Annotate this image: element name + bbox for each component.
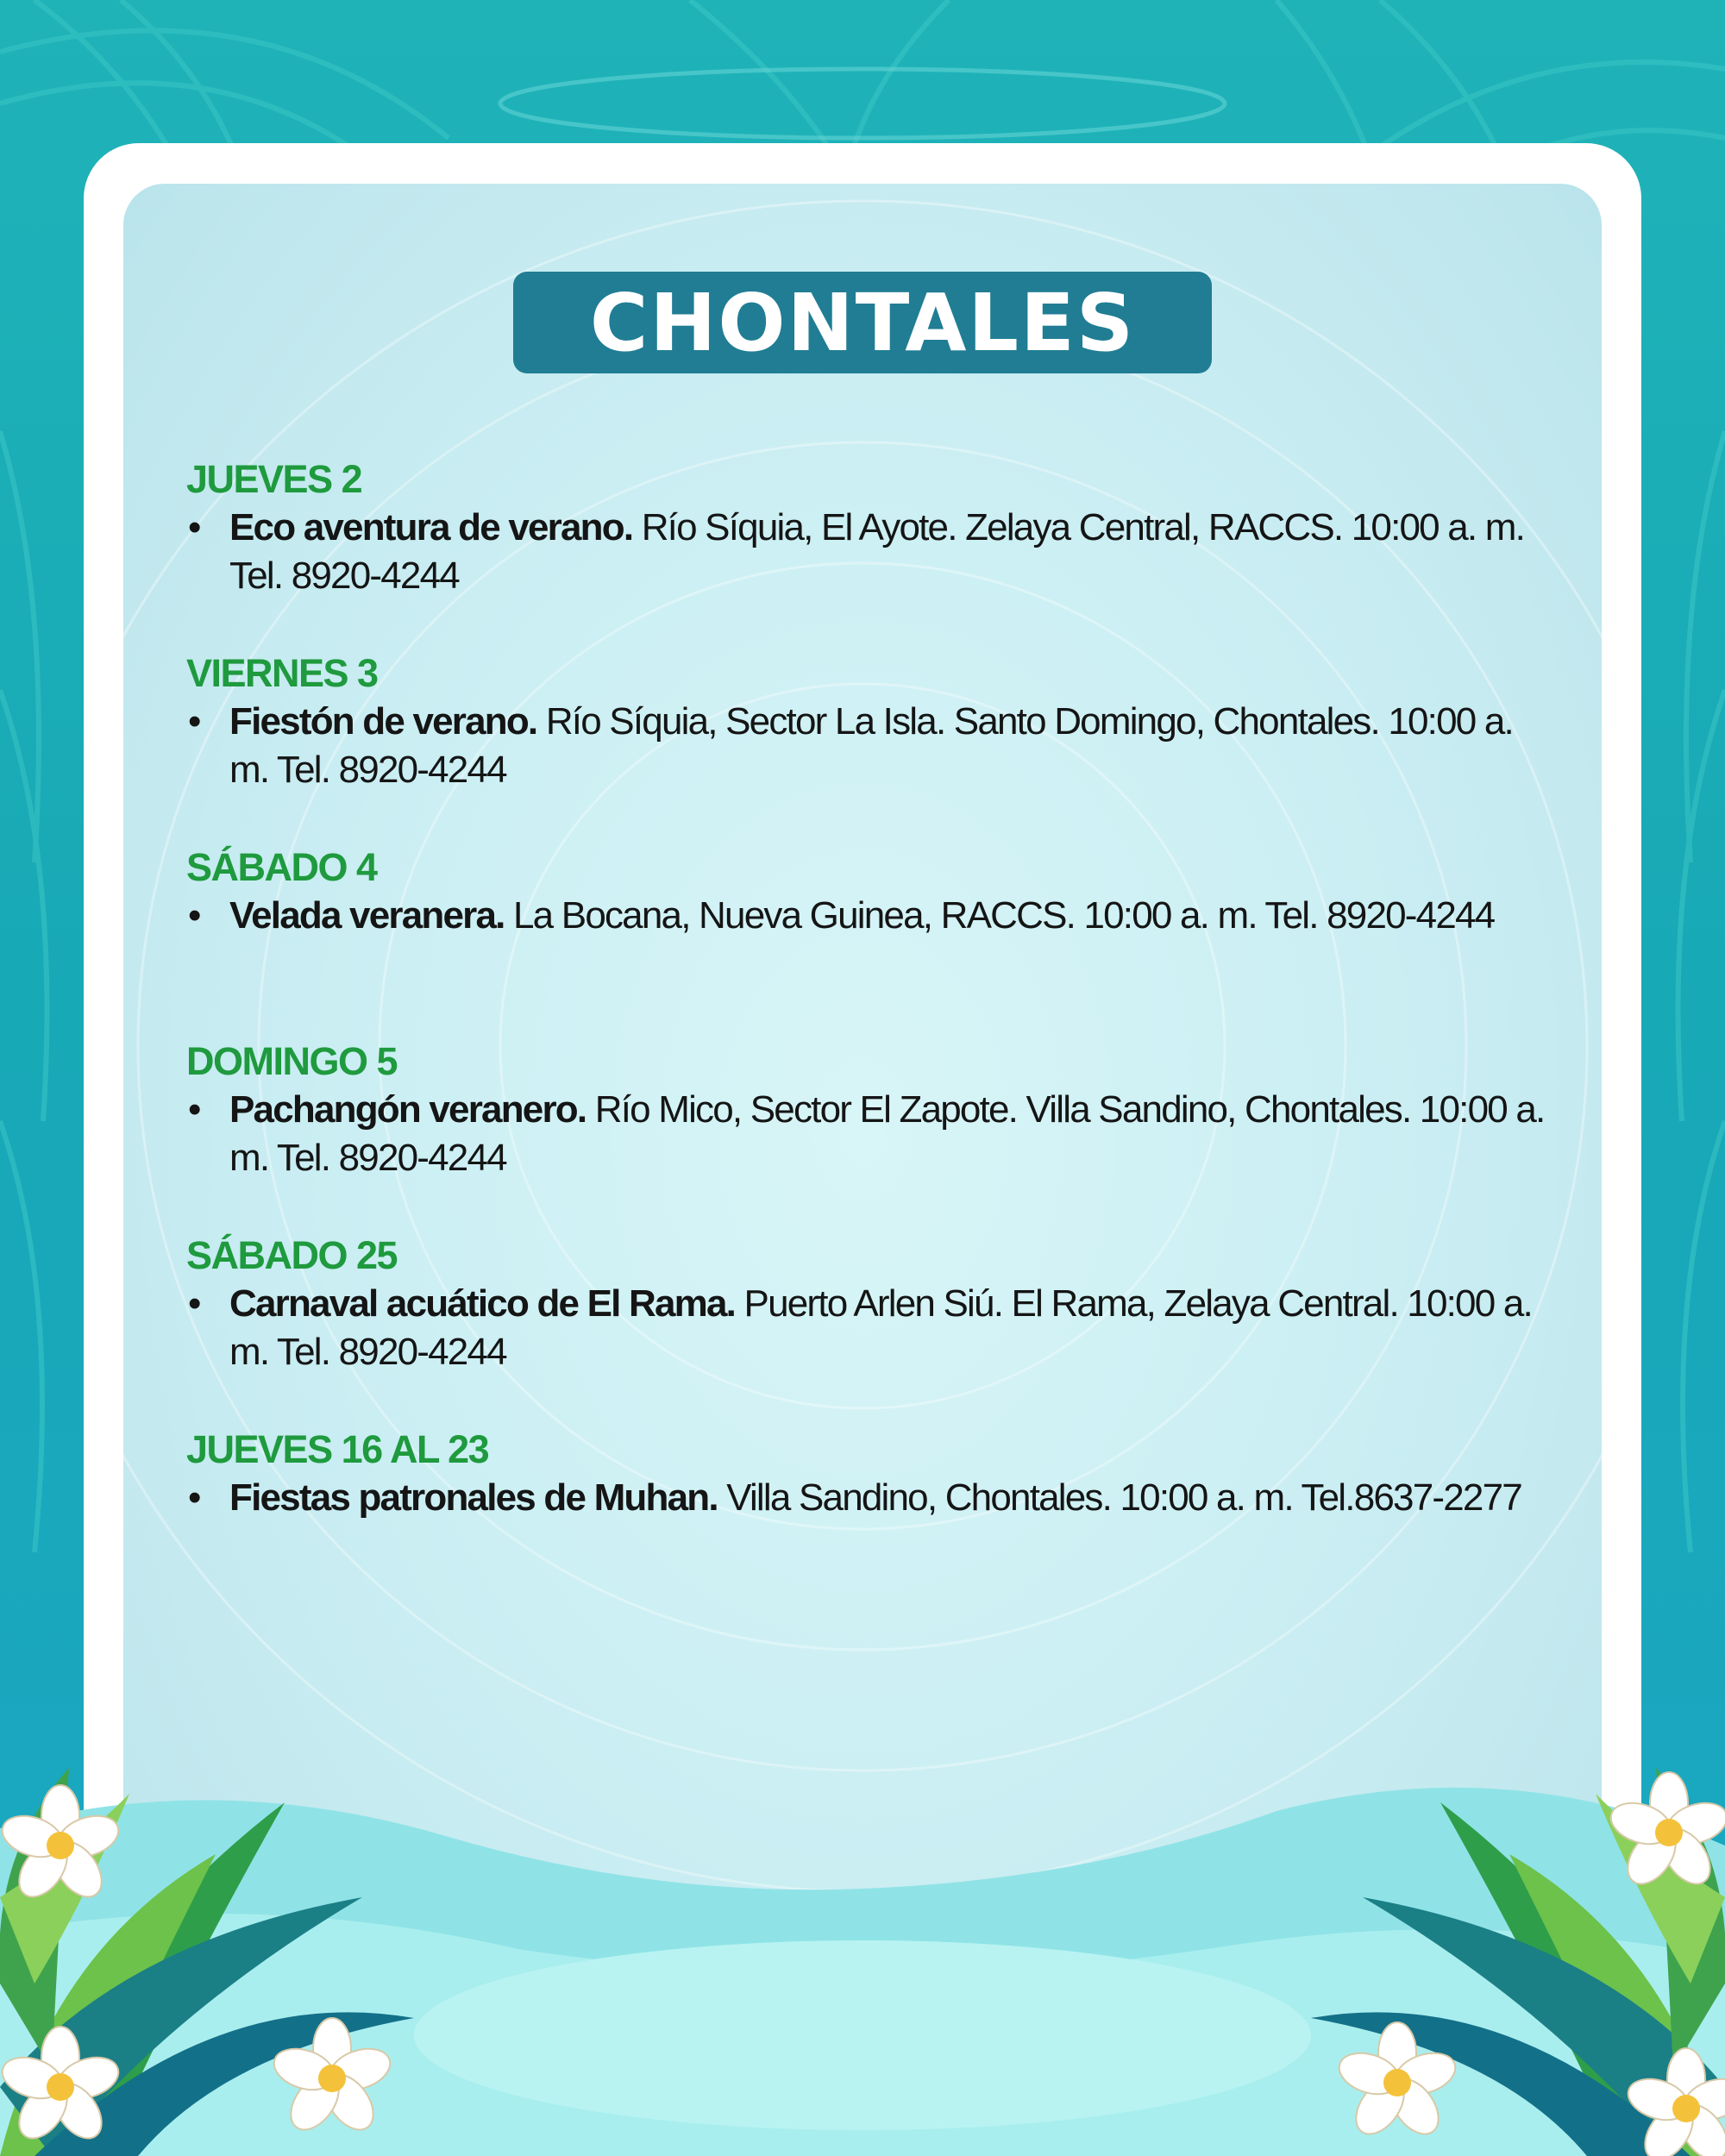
event-name: Eco aventura de verano. — [229, 506, 633, 548]
event-details: Río Síquia, El Ayote. Zelaya Central, RACCS. 10:00 a. m. Tel. 8920-4244 — [229, 506, 1525, 597]
page-title: CHONTALES — [589, 276, 1136, 369]
event-description — [186, 1280, 1558, 1376]
bullet-icon: • — [188, 1282, 200, 1325]
water-pool — [0, 1777, 1725, 2156]
title-banner — [513, 272, 1212, 373]
event-item — [186, 1426, 1558, 1620]
event-name: Fiestas patronales de Muhan. — [229, 1476, 718, 1519]
event-name: Carnaval acuático de El Rama. — [229, 1282, 736, 1325]
bullet-icon: • — [188, 894, 200, 937]
bullet-icon: • — [188, 506, 200, 548]
event-item — [186, 1037, 1558, 1232]
event-item — [186, 649, 1558, 843]
event-list — [186, 455, 1558, 1620]
event-description — [186, 1086, 1558, 1182]
event-day: SÁBADO 4 — [186, 845, 377, 889]
event-details: Río Mico, Sector El Zapote. Villa Sandino, Chontales. 10:00 a. m. Tel. 8920-4244 — [229, 1088, 1545, 1179]
bullet-icon: • — [188, 700, 200, 743]
event-name: Pachangón veranero. — [229, 1088, 586, 1131]
event-description — [186, 892, 1558, 940]
event-details: Río Síquia, Sector La Isla. Santo Domingo, Chontales. 10:00 a. m. Tel. 8920-4244 — [229, 700, 1513, 791]
event-day: VIERNES 3 — [186, 651, 378, 695]
bullet-icon: • — [188, 1476, 200, 1519]
event-details: Puerto Arlen Siú. El Rama, Zelaya Central. 10:00 a. m. Tel. 8920-4244 — [229, 1282, 1532, 1373]
event-name: Velada veranera. — [229, 894, 505, 937]
event-details: Villa Sandino, Chontales. 10:00 a. m. Tel.8637-2277 — [726, 1476, 1521, 1519]
event-item — [186, 843, 1558, 1037]
event-description — [186, 698, 1558, 794]
event-day: JUEVES 16 AL 23 — [186, 1427, 489, 1471]
event-day: DOMINGO 5 — [186, 1039, 398, 1083]
event-item — [186, 1232, 1558, 1426]
bullet-icon: • — [188, 1088, 200, 1131]
event-description — [186, 1474, 1558, 1522]
event-day: JUEVES 2 — [186, 457, 362, 501]
event-description — [186, 504, 1558, 600]
event-item — [186, 455, 1558, 649]
event-details: La Bocana, Nueva Guinea, RACCS. 10:00 a. m. Tel. 8920-4244 — [513, 894, 1495, 937]
event-day: SÁBADO 25 — [186, 1233, 398, 1277]
event-name: Fiestón de verano. — [229, 700, 537, 743]
